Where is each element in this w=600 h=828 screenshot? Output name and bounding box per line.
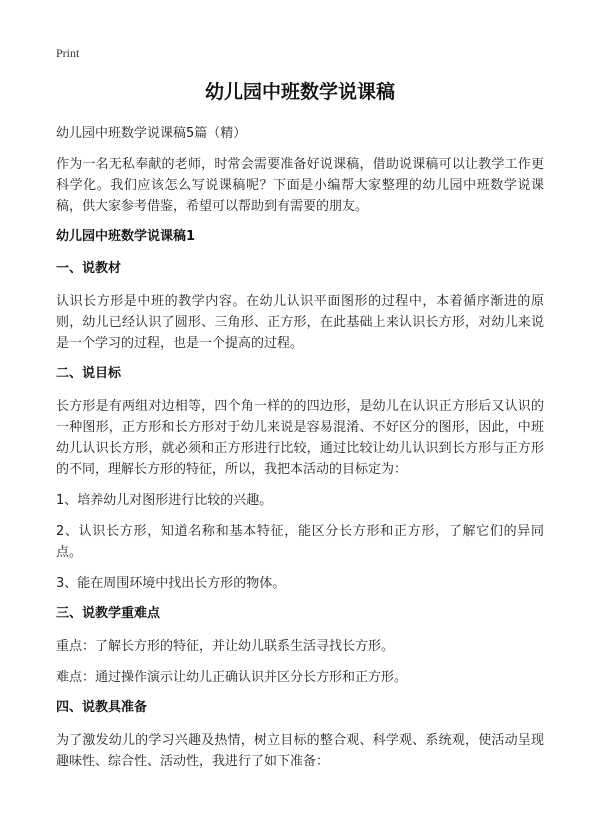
paragraph: 长方形是有两组对边相等，四个角一样的的四边形，是幼儿在认识正方形后又认识的一种图形，正方形和长方形对于幼儿来说是容易混淆、不好区分的图形，因此，中班幼儿认识长方形，就必须和正方形进行比较，通过比较让幼儿认识到长方形与正方形的不同，理解长方形的特征，所以，我把本活动的目标定为： bbox=[56, 399, 544, 477]
section-heading: 一、说教材 bbox=[56, 261, 122, 276]
page-title: 幼儿园中班数学说课稿 bbox=[204, 81, 395, 103]
section-1 bbox=[56, 259, 544, 354]
section-4 bbox=[56, 698, 544, 772]
section-3 bbox=[56, 604, 544, 688]
section-heading: 三、说教学重难点 bbox=[56, 606, 161, 621]
list-item: 3、能在周围环境中找出长方形的物体。 bbox=[56, 576, 286, 591]
section-title: 幼儿园中班数学说课稿1 bbox=[56, 229, 196, 244]
document-subtitle: 幼儿园中班数学说课稿5篇（精） bbox=[56, 126, 247, 141]
paragraph: 认识长方形是中班的教学内容。在幼儿认识平面图形的过程中，本着循序渐进的原则，幼儿已经认识了圆形、三角形、正方形，在此基础上来认识长方形，对幼儿来说是一个学习的过程，也是一个提高的过程。 bbox=[56, 294, 544, 351]
paragraph: 难点：通过操作演示让幼儿正确认识并区分长方形和正方形。 bbox=[56, 670, 408, 685]
print-label[interactable]: Print bbox=[56, 46, 80, 60]
list-item: 2、认识长方形，知道名称和基本特征，能区分长方形和正方形，了解它们的异同点。 bbox=[56, 524, 544, 560]
paragraph: 为了激发幼儿的学习兴趣及热情，树立目标的整合观、科学观、系统观，使活动呈现趣味性、综合性、活动性，我进行了如下准备： bbox=[56, 733, 544, 769]
section-heading: 二、说目标 bbox=[56, 366, 122, 381]
intro-paragraph: 作为一名无私奉献的老师，时常会需要准备好说课稿，借助说课稿可以让教学工作更科学化。我们应该怎么写说课稿呢？下面是小编帮大家整理的幼儿园中班数学说课稿，供大家参考借鉴，希望可以帮助到有需要的朋友。 bbox=[56, 157, 544, 214]
section-heading: 四、说教具准备 bbox=[56, 700, 148, 715]
paragraph: 重点：了解长方形的特征，并让幼儿联系生活寻找长方形。 bbox=[56, 639, 395, 654]
list-item: 1、培养幼儿对图形进行比较的兴趣。 bbox=[56, 493, 273, 508]
section-2 bbox=[56, 364, 544, 594]
